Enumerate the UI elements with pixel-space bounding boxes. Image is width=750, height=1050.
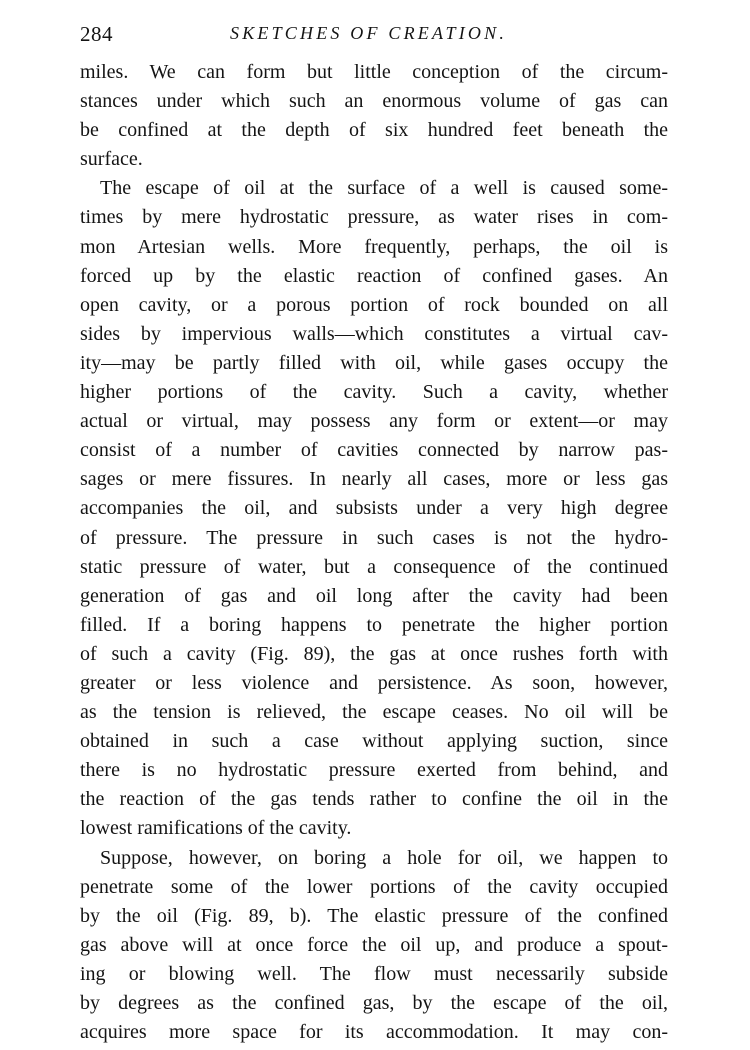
page-header	[80, 22, 670, 50]
text-line: of pressure. The pressure in such cases is not the hydro-	[80, 526, 668, 549]
text-line: consist of a number of cavities connected by narrow pas-	[80, 439, 668, 462]
text-line: The escape of oil at the surface of a well is caused some-	[100, 177, 668, 200]
text-line: greater or less violence and persistence. As soon, however,	[80, 671, 668, 694]
running-head: SKETCHES OF CREATION.	[230, 23, 508, 43]
text-line: there is no hydrostatic pressure exerted from behind, and	[80, 759, 668, 782]
body-text	[80, 58, 668, 1047]
text-line: acquires more space for its accommodation. It may con-	[80, 1021, 668, 1044]
text-line: times by mere hydrostatic pressure, as water rises in com-	[80, 206, 668, 229]
text-line: stances under which such an enormous volume of gas can	[80, 90, 668, 113]
text-line: lowest ramifications of the cavity.	[80, 817, 352, 840]
text-line: higher portions of the cavity. Such a cavity, whether	[80, 381, 668, 404]
text-line: filled. If a boring happens to penetrate the higher portion	[80, 613, 668, 636]
text-line: mon Artesian wells. More frequently, perhaps, the oil is	[80, 235, 668, 258]
text-line: static pressure of water, but a consequence of the continued	[80, 555, 668, 578]
text-line: ity—may be partly filled with oil, while gases occupy the	[80, 351, 668, 374]
text-line: Suppose, however, on boring a hole for oil, we happen to	[100, 846, 668, 869]
text-line: as the tension is relieved, the escape ceases. No oil will be	[80, 701, 668, 724]
text-line: by the oil (Fig. 89, b). The elastic pressure of the confined	[80, 904, 668, 927]
page-number: 284	[80, 22, 113, 46]
text-line: obtained in such a case without applying suction, since	[80, 730, 668, 753]
text-line: sides by impervious walls—which constitutes a virtual cav-	[80, 322, 668, 345]
text-line: surface.	[80, 148, 143, 171]
text-line: by degrees as the confined gas, by the escape of the oil,	[80, 992, 668, 1014]
text-line: open cavity, or a porous portion of rock bounded on all	[80, 293, 668, 316]
text-line: miles. We can form but little conception of the circum-	[80, 61, 668, 83]
text-line: be confined at the depth of six hundred feet beneath the	[80, 119, 668, 142]
text-line: sages or mere fissures. In nearly all cases, more or less gas	[80, 468, 668, 491]
text-line: accompanies the oil, and subsists under a very high degree	[80, 497, 668, 520]
text-line: ing or blowing well. The flow must necessarily subside	[80, 962, 668, 985]
text-line: the reaction of the gas tends rather to confine the oil in the	[80, 788, 668, 811]
text-line: gas above will at once force the oil up, and produce a spout-	[80, 933, 668, 956]
text-line: penetrate some of the lower portions of the cavity occupied	[80, 875, 668, 898]
text-line: of such a cavity (Fig. 89), the gas at once rushes forth with	[80, 642, 668, 665]
text-line: actual or virtual, may possess any form or extent—or may	[80, 410, 668, 433]
text-line: forced up by the elastic reaction of confined gases. An	[80, 264, 668, 287]
text-line: generation of gas and oil long after the cavity had been	[80, 584, 668, 607]
